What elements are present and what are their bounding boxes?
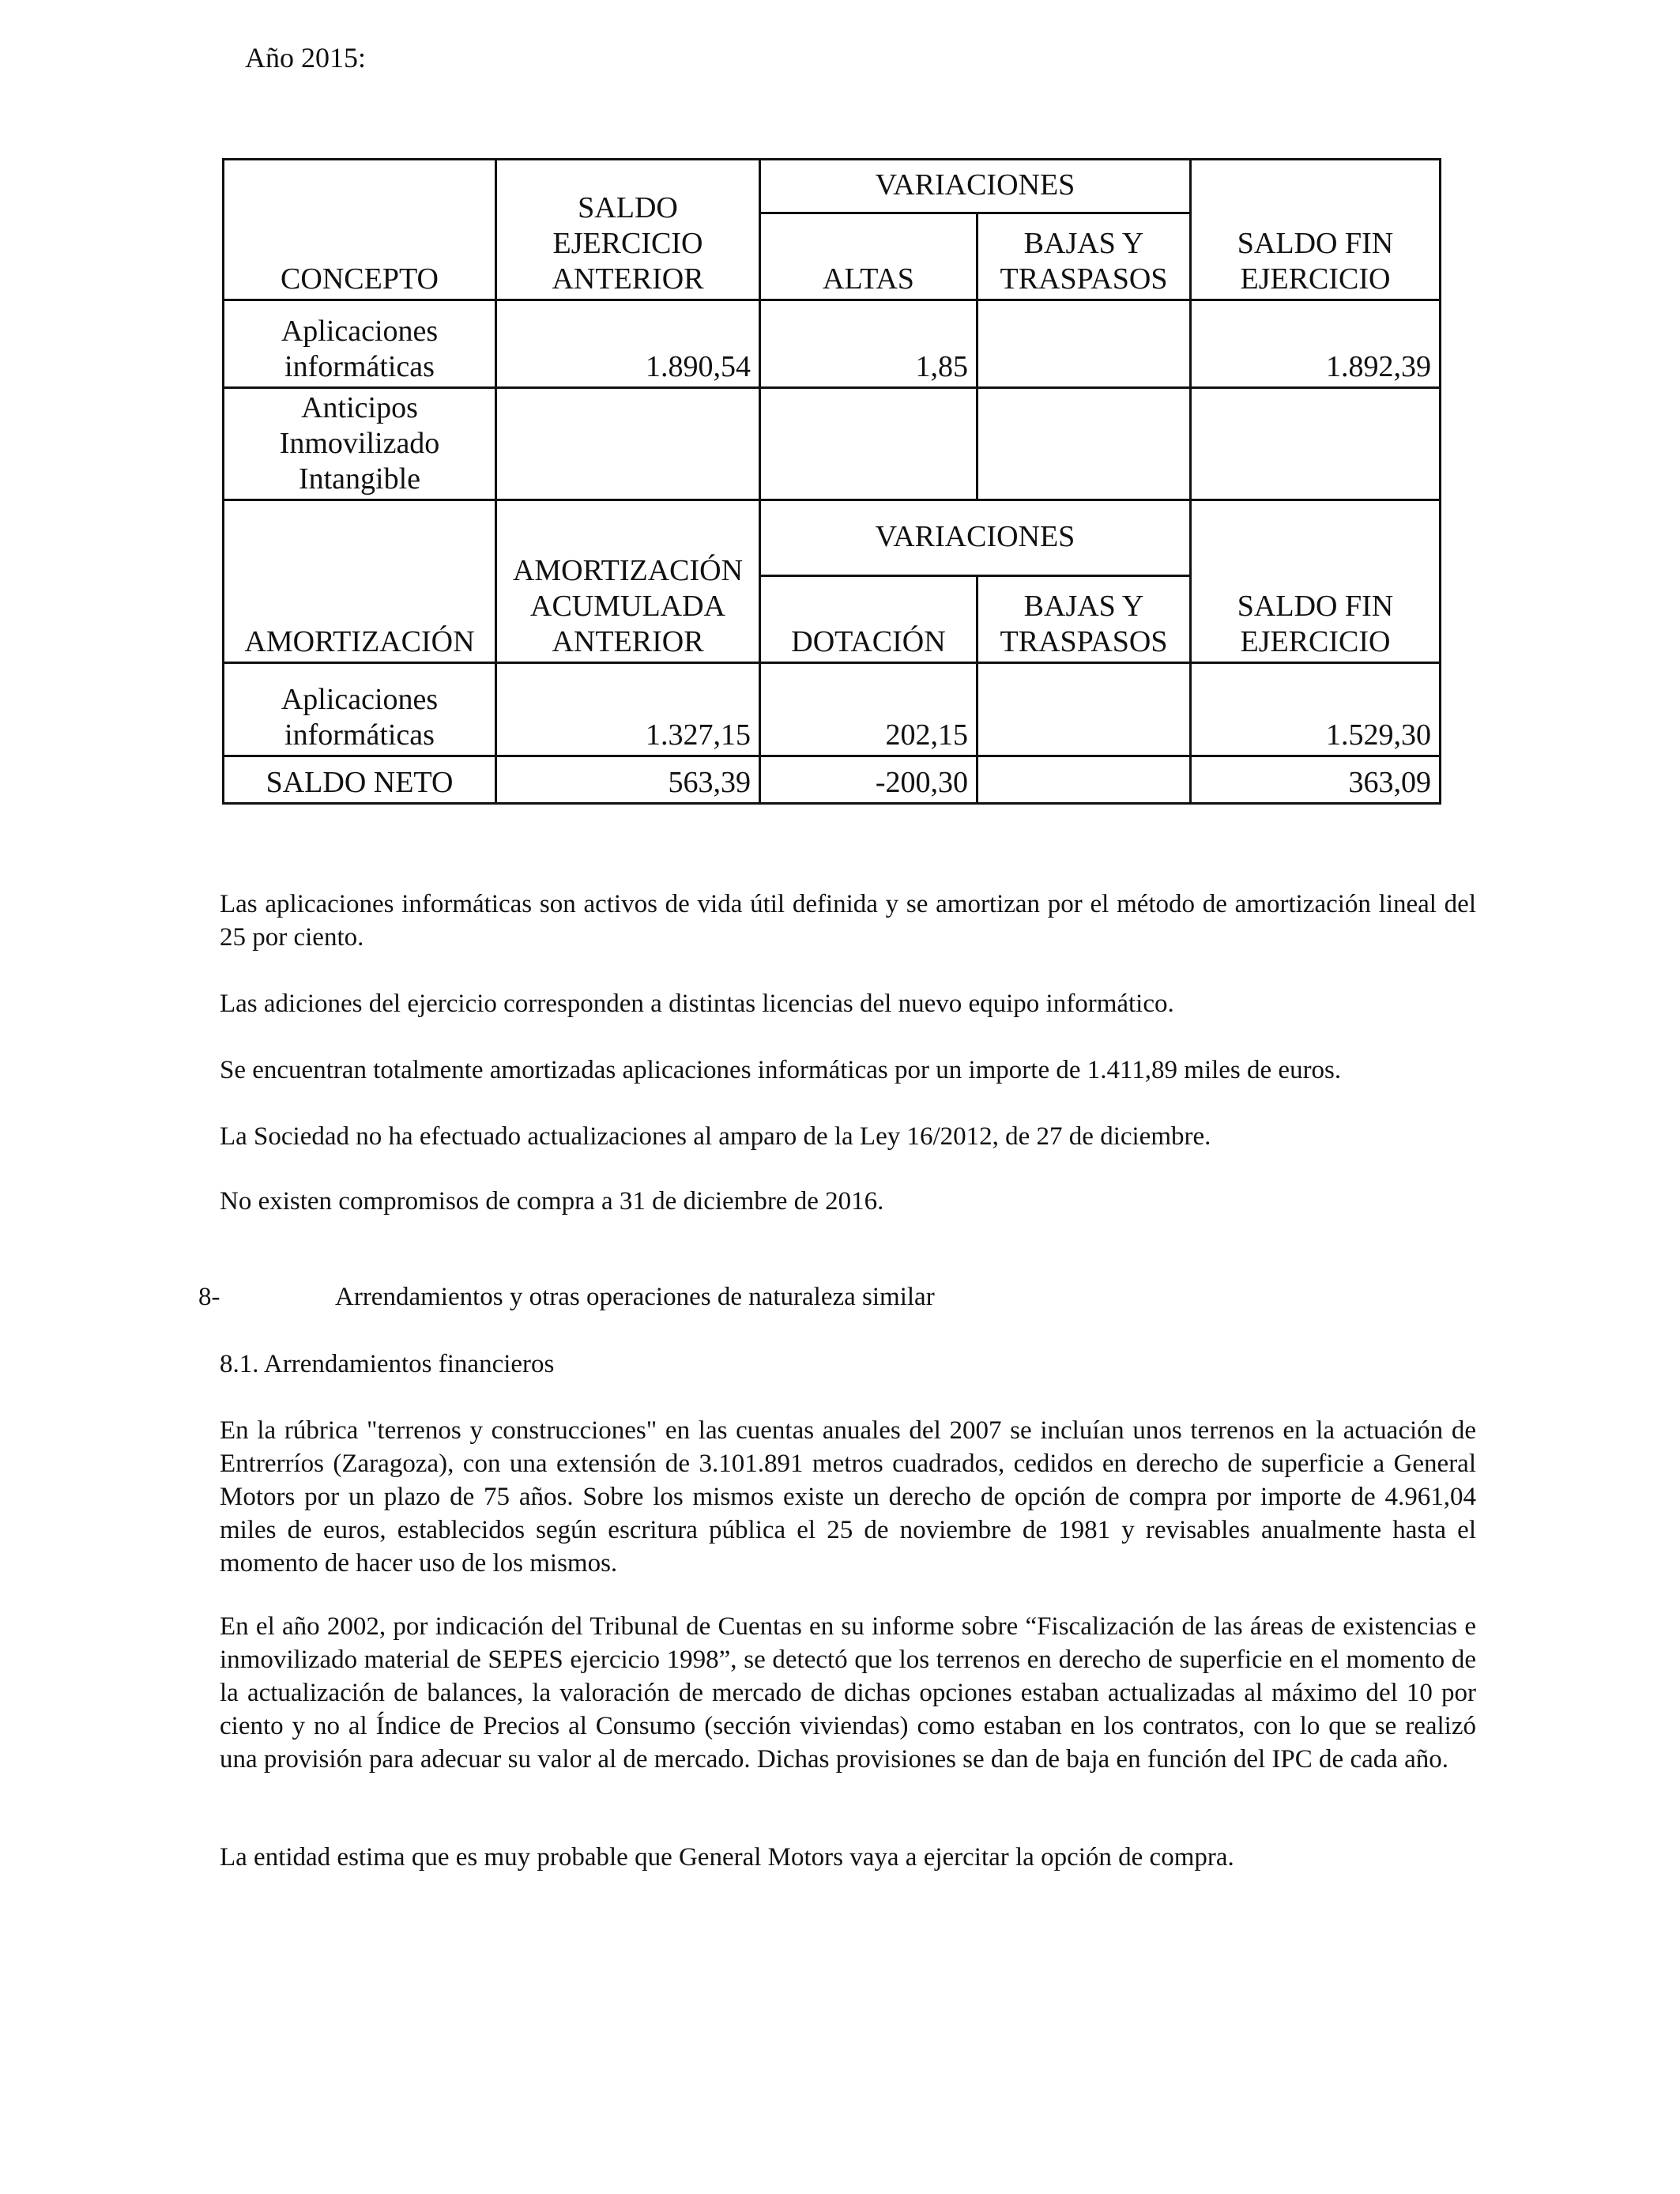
inmovilizado-table bbox=[222, 158, 1441, 501]
row-concepto: Aplicaciones informáticas bbox=[224, 300, 496, 388]
amortizacion-table bbox=[222, 499, 1441, 805]
year-label: Año 2015: bbox=[245, 42, 366, 74]
row-saldo-fin: 363,09 bbox=[1191, 756, 1441, 804]
section-number: 8- bbox=[198, 1283, 220, 1311]
header-saldo-fin: SALDO FIN EJERCICIO bbox=[1191, 160, 1441, 300]
table-row bbox=[224, 388, 1441, 500]
table-row bbox=[224, 756, 1441, 804]
paragraph: Las adiciones del ejercicio corresponden a distintas licencias del nuevo equipo informático. bbox=[220, 990, 1174, 1018]
row-concepto: Aplicaciones informáticas bbox=[224, 663, 496, 756]
row-saldo-fin: 1.529,30 bbox=[1191, 663, 1441, 756]
row-bajas bbox=[977, 756, 1191, 804]
header-saldo-fin: SALDO FIN EJERCICIO bbox=[1191, 500, 1441, 663]
paragraph: La Sociedad no ha efectuado actualizaciones al amparo de la Ley 16/2012, de 27 de diciembre. bbox=[220, 1122, 1211, 1151]
paragraph: La entidad estima que es muy probable que General Motors vaya a ejercitar la opción de compra. bbox=[220, 1843, 1234, 1872]
row-anterior: 1.327,15 bbox=[496, 663, 760, 756]
paragraph: No existen compromisos de compra a 31 de diciembre de 2016. bbox=[220, 1187, 884, 1216]
row-anterior: 563,39 bbox=[496, 756, 760, 804]
header-bajas: BAJAS Y TRASPASOS bbox=[977, 576, 1191, 663]
row-saldo-anterior bbox=[496, 388, 760, 500]
header-dotacion: DOTACIÓN bbox=[760, 576, 977, 663]
row-saldo-fin bbox=[1191, 388, 1441, 500]
row-concepto: SALDO NETO bbox=[224, 756, 496, 804]
header-saldo-anterior: SALDO EJERCICIO ANTERIOR bbox=[496, 160, 760, 300]
table-row bbox=[224, 300, 1441, 388]
row-dotacion: -200,30 bbox=[760, 756, 977, 804]
paragraph: Las aplicaciones informáticas son activos de vida útil definida y se amortizan por el método de amortización lineal del 25 por ciento. bbox=[220, 890, 1476, 952]
row-saldo-anterior: 1.890,54 bbox=[496, 300, 760, 388]
row-dotacion: 202,15 bbox=[760, 663, 977, 756]
header-bajas: BAJAS Y TRASPASOS bbox=[977, 213, 1191, 300]
header-amortizacion-acumulada: AMORTIZACIÓN ACUMULADA ANTERIOR bbox=[496, 500, 760, 663]
table-row bbox=[224, 663, 1441, 756]
paragraph: En la rúbrica "terrenos y construcciones" en las cuentas anuales del 2007 se incluían unos terrenos en la actuación de Entrerríos (Zaragoza), con una extensión de 3.101.891 metros cuadrados, cedidos en derecho de superficie a General Motors por un plazo de 75 años. Sobre los mismos existe un derecho de opción de compra por importe de 4.961,04 miles de euros, establecidos según escritura pública el 25 de noviembre de 1981 y revisables anualmente hasta el momento de hacer uso de los mismos. bbox=[220, 1416, 1476, 1578]
row-altas bbox=[760, 388, 977, 500]
row-saldo-fin: 1.892,39 bbox=[1191, 300, 1441, 388]
header-variaciones: VARIACIONES bbox=[760, 500, 1191, 576]
header-concepto: CONCEPTO bbox=[224, 160, 496, 300]
header-amortizacion: AMORTIZACIÓN bbox=[224, 500, 496, 663]
header-altas: ALTAS bbox=[760, 213, 977, 300]
row-concepto: Anticipos Inmovilizado Intangible bbox=[224, 388, 496, 500]
paragraph: En el año 2002, por indicación del Tribunal de Cuentas en su informe sobre “Fiscalización de las áreas de existencias e inmovilizado material de SEPES ejercicio 1998”, se detectó que los terrenos en derecho de superficie en el momento de la actualización de balances, la valoración de mercado de dichas opciones estaban actualizadas al máximo del 10 por ciento y no al Índice de Precios al Consumo (sección viviendas) como estaban en los contratos, con lo que se realizó una provisión para adecuar su valor al de mercado. Dichas provisiones se dan de baja en función del IPC de cada año. bbox=[220, 1612, 1476, 1774]
paragraph: Se encuentran totalmente amortizadas aplicaciones informáticas por un importe de 1.411,89 miles de euros. bbox=[220, 1056, 1342, 1084]
row-bajas bbox=[977, 663, 1191, 756]
row-altas: 1,85 bbox=[760, 300, 977, 388]
row-bajas bbox=[977, 388, 1191, 500]
subsection-title: 8.1. Arrendamientos financieros bbox=[220, 1350, 555, 1378]
row-bajas bbox=[977, 300, 1191, 388]
header-variaciones: VARIACIONES bbox=[760, 160, 1191, 213]
section-title: Arrendamientos y otras operaciones de naturaleza similar bbox=[335, 1283, 935, 1311]
